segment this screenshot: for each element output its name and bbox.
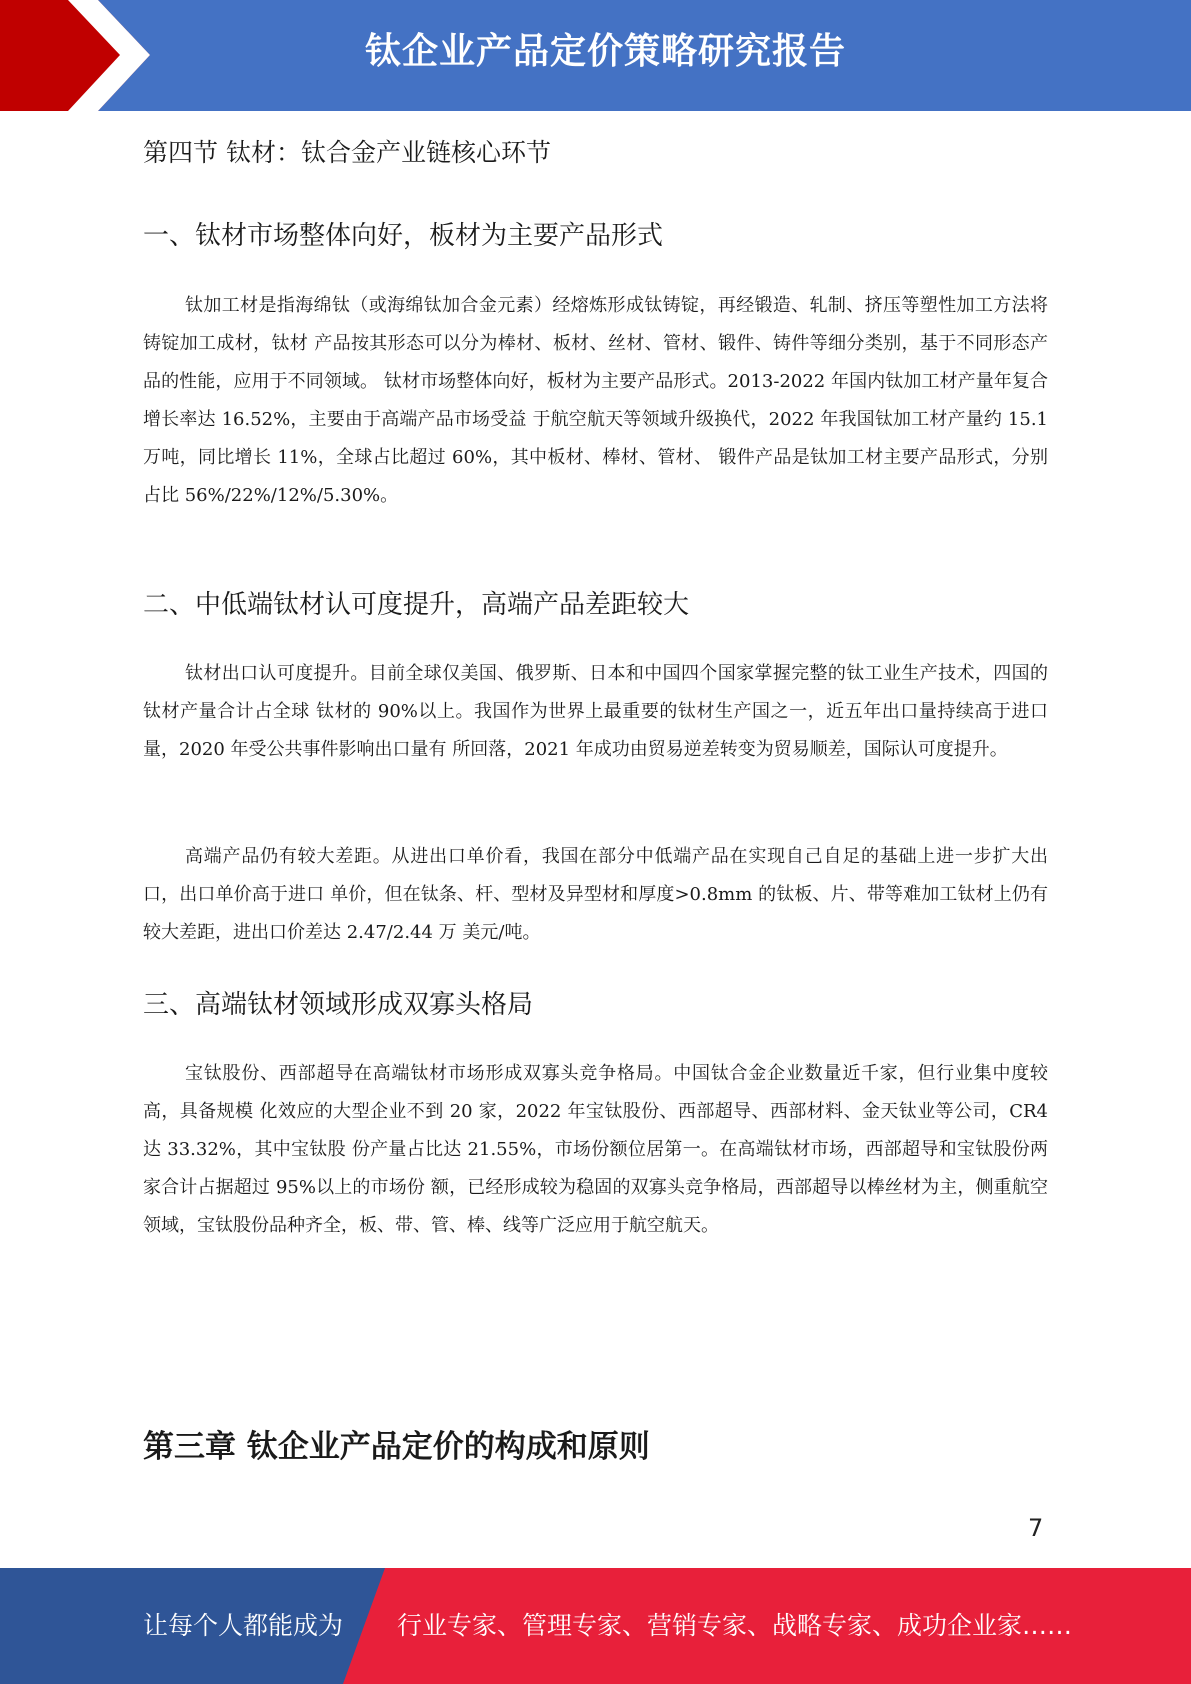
page-number: 7: [1028, 1514, 1044, 1542]
footer-slogan-left: 让每个人都能成为: [143, 1611, 344, 1640]
page-header: [0, 0, 1191, 111]
paragraph-4: 宝钛股份、西部超导在高端钛材市场形成双寡头竞争格局。中国钛合金企业数量近千家，但行业集中度较高，具备规模 化效应的大型企业不到 20 家，2022 年宝钛股份、西部超导、西部材料、金天钛业等公司，CR4 达 33.32%，其中宝钛股 份产量占比达 21.55%，市场份额位居第一。在高端钛材市场，西部超导和宝钛股份两家合计占据超过 95%以上的市场份 额，已经形成较为稳固的双寡头竞争格局，西部超导以棒丝材为主，侧重航空领域，宝钛股份品种齐全，板、带、管、棒、线等广泛应用于航空航天。: [143, 1063, 1048, 1236]
section-heading: 第四节 钛材：钛合金产业链核心环节: [143, 138, 551, 167]
report-title: 钛企业产品定价策略研究报告: [364, 31, 846, 72]
subsection-heading-2: 二、中低端钛材认可度提升，高端产品差距较大: [143, 590, 690, 620]
chapter-heading: 第三章 钛企业产品定价的构成和原则: [143, 1429, 650, 1465]
paragraph-3: 高端产品仍有较大差距。从进出口单价看，我国在部分中低端产品在实现自己自足的基础上进一步扩大出口，出口单价高于进口 单价，但在钛条、杆、型材及异型材和厚度>0.8mm 的钛板、片、带等难加工钛材上仍有较大差距，进出口价差达 2.47/2.44 万 美元/吨。: [143, 846, 1048, 943]
paragraph-1: 钛加工材是指海绵钛（或海绵钛加合金元素）经熔炼形成钛铸锭，再经锻造、轧制、挤压等塑性加工方法将铸锭加工成材，钛材 产品按其形态可以分为棒材、板材、丝材、管材、锻件、铸件等细分类别，基于不同形态产品的性能，应用于不同领域。 钛材市场整体向好，板材为主要产品形式。2013-2022 年国内钛加工材产量年复合增长率达 16.52%，主要由于高端产品市场受益 于航空航天等领域升级换代，2022 年我国钛加工材产量约 15.1 万吨，同比增长 11%，全球占比超过 60%，其中板材、棒材、管材、 锻件产品是钛加工材主要产品形式，分别占比 56%/22%/12%/5.30%。: [143, 295, 1048, 506]
subsection-heading-1: 一、钛材市场整体向好，板材为主要产品形式: [143, 221, 664, 251]
page-footer: [0, 1568, 1191, 1684]
subsection-heading-3: 三、高端钛材领域形成双寡头格局: [143, 990, 534, 1020]
footer-slogan-right: 行业专家、管理专家、营销专家、战略专家、成功企业家……: [397, 1611, 1073, 1640]
paragraph-2: 钛材出口认可度提升。目前全球仅美国、俄罗斯、日本和中国四个国家掌握完整的钛工业生产技术，四国的钛材产量合计占全球 钛材的 90%以上。我国作为世界上最重要的钛材生产国之一，近五年出口量持续高于进口量，2020 年受公共事件影响出口量有 所回落，2021 年成功由贸易逆差转变为贸易顺差，国际认可度提升。: [143, 663, 1048, 760]
